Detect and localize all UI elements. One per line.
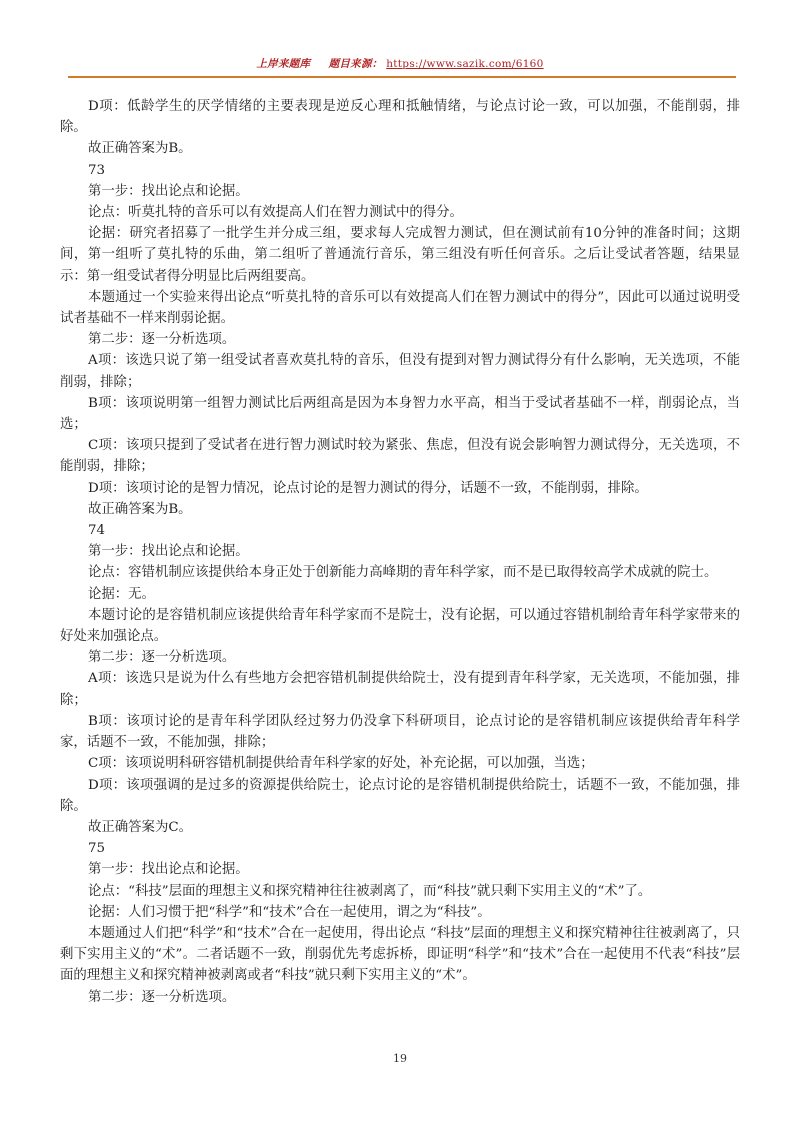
site-label: 上岸来题库 <box>256 58 311 70</box>
paragraph: 论点：听莫扎特的音乐可以有效提高人们在智力测试中的得分。 <box>88 205 463 221</box>
paragraph: B项：该项讨论的是青年科学团队经过努力仍没拿下科研项目，论点讨论的是容错机制应该提供给青年科学家，话题不一致，不能加强，排除； <box>60 713 740 751</box>
paragraph: D项：低龄学生的厌学情绪的主要表现是逆反心理和抵触情绪，与论点讨论一致，可以加强，不能削弱，排除。 <box>60 99 740 136</box>
source-label: 题目来源： <box>328 58 383 70</box>
paragraph: D项：该项强调的是过多的资源提供给院士，论点讨论的是容错机制提供给院士，话题不一致，不能加强，排除。 <box>60 777 740 814</box>
paragraph: 第二步：逐一分析选项。 <box>88 650 236 666</box>
paragraph: 本题通过人们把“科学”和“技术”合在一起使用，得出论点 “科技”层面的理想主义和探究精神往往被剥离了，只剩下实用主义的“术”。二者话题不一致，削弱优先考虑拆桥，即证明“科学”和“技术”合在一起使用不代表“科技”层面的理想主义和探究精神被剥离或者“科技”就只剩下实用主义的“术”。 <box>60 925 740 984</box>
paragraph: 论点：“科技”层面的理想主义和探究精神往往被剥离了，而“科技”就只剩下实用主义的“术”了。 <box>88 883 652 899</box>
question-number: 75 <box>88 841 106 857</box>
paragraph: 论点：容错机制应该提供给本身正处于创新能力高峰期的青年科学家，而不是已取得较高学术成就的院士。 <box>88 565 718 581</box>
paragraph: C项：该项说明科研容错机制提供给青年科学家的好处，补充论据，可以加强，当选； <box>88 756 594 772</box>
paragraph: 本题通过一个实验来得出论点“听莫扎特的音乐可以有效提高人们在智力测试中的得分”，因此可以通过说明受试者基础不一样来削弱论据。 <box>60 289 740 327</box>
paragraph: 本题讨论的是容错机制应该提供给青年科学家而不是院士，没有论据，可以通过容错机制给青年科学家带来的好处来加强论点。 <box>60 607 740 645</box>
paragraph: 故正确答案为B。 <box>88 501 192 517</box>
paragraph: 故正确答案为C。 <box>88 819 192 835</box>
paragraph: 第二步：逐一分析选项。 <box>88 989 236 1005</box>
paragraph: 论据：研究者招募了一批学生并分成三组，要求每人完成智力测试，但在测试前有10分钟的准备时间；这期间，第一组听了莫扎特的乐曲，第二组听了普通流行音乐，第三组没有听任何音乐。之后让受试者答题，结果显示：第一组受试者得分明显比后两组要高。 <box>60 226 740 284</box>
paragraph: D项：该项讨论的是智力情况，论点讨论的是智力测试的得分，话题不一致，不能削弱，排除。 <box>88 480 648 496</box>
document-body <box>60 96 740 1008</box>
paragraph: A项：该选只是说为什么有些地方会把容错机制提供给院士，没有提到青年科学家，无关选项，不能加强，排除； <box>60 671 740 708</box>
paragraph: A项：该选只说了第一组受试者喜欢莫扎特的音乐，但没有提到对智力测试得分有什么影响，无关选项，不能削弱，排除； <box>60 353 740 390</box>
paragraph: 第一步：找出论点和论据。 <box>88 862 249 878</box>
page-header <box>0 56 800 71</box>
source-link[interactable]: https://www.sazik.com/6160 <box>386 58 544 70</box>
paragraph: 论据：人们习惯于把“科学”和“技术”合在一起使用，谓之为“科技”。 <box>88 904 491 920</box>
header-divider <box>68 76 736 78</box>
paragraph: 故正确答案为B。 <box>88 141 192 157</box>
paragraph: B项：该项说明第一组智力测试比后两组高是因为本身智力水平高，相当于受试者基础不一样，削弱论点，当选； <box>60 395 740 433</box>
paragraph: 第一步：找出论点和论据。 <box>88 544 249 560</box>
paragraph: 第一步：找出论点和论据。 <box>88 183 249 199</box>
question-number: 73 <box>88 162 106 178</box>
paragraph: 第二步：逐一分析选项。 <box>88 332 236 348</box>
paragraph: 论据：无。 <box>88 586 155 602</box>
paragraph: C项：该项只提到了受试者在进行智力测试时较为紧张、焦虑，但没有说会影响智力测试得分，无关选项，不能削弱，排除； <box>60 438 740 475</box>
question-number: 74 <box>88 523 106 539</box>
page-number: 19 <box>393 1052 407 1065</box>
